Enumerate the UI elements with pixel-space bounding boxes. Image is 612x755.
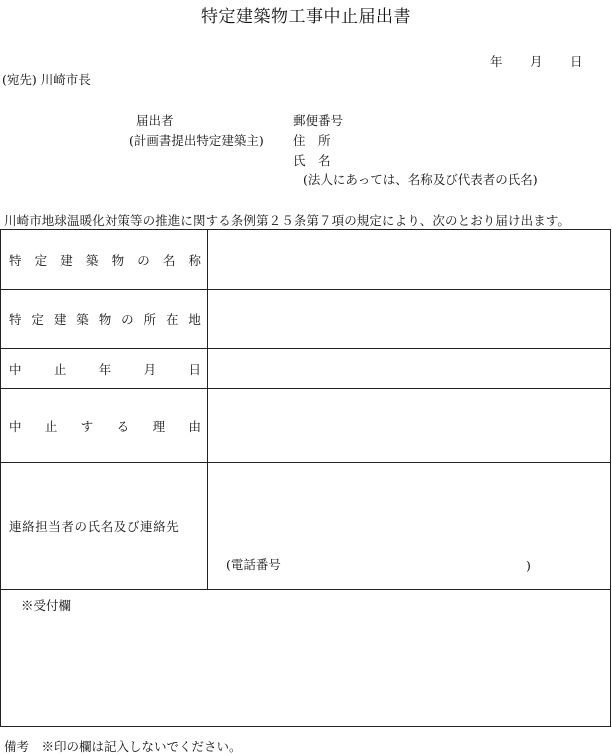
label-char: 中 xyxy=(9,361,22,377)
row-building-name xyxy=(1,230,610,290)
remarks-note: 備考 ※印の欄は記入しないでください。 xyxy=(4,739,242,754)
building-location-field[interactable] xyxy=(208,290,610,348)
label-char: 月 xyxy=(143,361,157,377)
label-char: 特 xyxy=(9,252,22,268)
building-location-label-cell xyxy=(1,290,208,348)
contact-field[interactable] xyxy=(208,463,610,589)
label-char: す xyxy=(80,418,94,434)
label-char: 物 xyxy=(98,312,112,327)
row-receipt xyxy=(1,590,610,726)
label-char: 物 xyxy=(111,252,125,268)
suspension-date-label xyxy=(9,360,201,378)
document-title: 特定建築物工事中止届出書 xyxy=(201,7,411,27)
suspension-reason-field[interactable] xyxy=(208,389,610,462)
label-char: 在 xyxy=(165,312,179,327)
corporation-note: (法人にあっては、名称及び代表者の氏名) xyxy=(303,172,538,187)
applicant-label: 届出者 xyxy=(136,113,174,128)
building-name-label-cell xyxy=(1,230,208,289)
zip-code-label: 郵便番号 xyxy=(293,113,344,128)
receipt-label: ※受付欄 xyxy=(21,598,72,613)
building-name-field[interactable] xyxy=(208,230,610,289)
label-char: の xyxy=(137,252,150,268)
row-suspension-date xyxy=(1,349,610,389)
suspension-date-field[interactable] xyxy=(208,349,610,388)
label-char: 建 xyxy=(53,312,67,327)
name-label: 氏 名 xyxy=(293,153,331,168)
label-char: 定 xyxy=(31,312,44,327)
label-char: 築 xyxy=(76,312,89,327)
suspension-reason-label xyxy=(9,417,201,435)
label-char: 止 xyxy=(53,361,67,377)
label-char: 日 xyxy=(188,361,201,377)
row-suspension-reason xyxy=(1,389,610,463)
building-location-label xyxy=(9,310,201,328)
row-building-location xyxy=(1,290,610,349)
label-char: 称 xyxy=(188,252,201,268)
contact-label-cell xyxy=(1,463,208,589)
applicant-sub-label: (計画書提出特定建築主) xyxy=(129,133,264,148)
date-year-label: 年 xyxy=(490,54,503,69)
date-month-label: 月 xyxy=(530,54,543,69)
address-label: 住 所 xyxy=(293,133,331,148)
label-char: 所 xyxy=(143,312,157,327)
label-char: 特 xyxy=(9,312,22,327)
label-char: の xyxy=(121,312,134,327)
addressee: (宛先) 川崎市長 xyxy=(2,72,91,87)
label-char: 年 xyxy=(98,361,112,377)
label-char: 名 xyxy=(162,252,176,268)
phone-number-close: ) xyxy=(526,558,531,573)
form-table xyxy=(0,229,611,727)
row-contact xyxy=(1,463,610,590)
building-name-label xyxy=(9,251,201,269)
label-char: 建 xyxy=(60,252,73,268)
label-char: 築 xyxy=(85,252,99,268)
suspension-reason-label-cell xyxy=(1,389,208,462)
phone-number-label: (電話番号 xyxy=(226,557,281,572)
date-day-label: 日 xyxy=(570,54,583,69)
label-char: 理 xyxy=(152,418,166,434)
label-char: 止 xyxy=(44,418,58,434)
label-char: 由 xyxy=(188,418,201,434)
suspension-date-label-cell xyxy=(1,349,208,388)
label-char: 中 xyxy=(9,418,22,434)
contact-label: 連絡担当者の氏名及び連絡先 xyxy=(9,519,180,534)
label-char: 定 xyxy=(34,252,48,268)
label-char: る xyxy=(116,418,130,434)
label-char: 地 xyxy=(188,312,201,327)
intro-statement: 川崎市地球温暖化対策等の推進に関する条例第２５条第７項の規定により、次のとおり届け出ます。 xyxy=(4,213,571,228)
